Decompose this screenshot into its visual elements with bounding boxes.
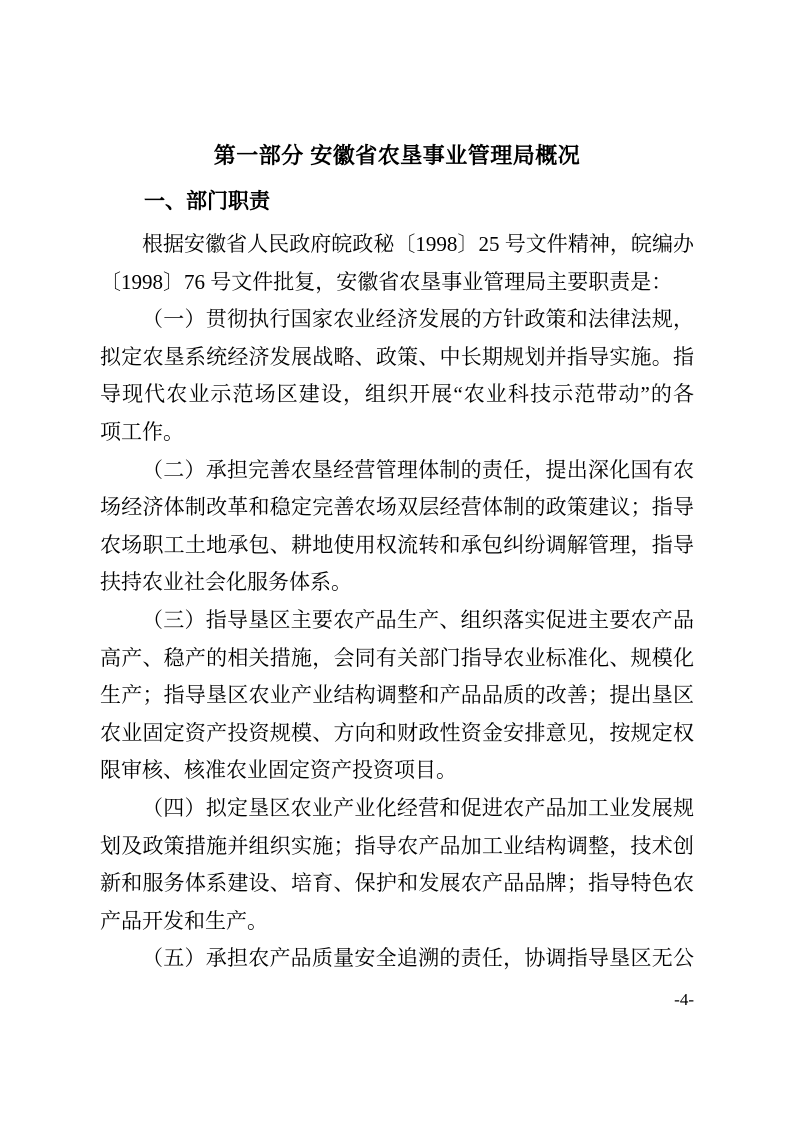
page-title: 第一部分 安徽省农垦事业管理局概况 (213, 143, 581, 168)
paragraph-line: 〔1998〕76 号文件批复，安徽省农垦事业管理局主要职责是： (100, 269, 673, 294)
paragraph-line: 根据安徽省人民政府皖政秘〔1998〕25 号文件精神，皖编办 (142, 232, 694, 256)
paragraph (100, 226, 694, 301)
paragraph (100, 301, 694, 451)
paragraph-line: 项工作。 (100, 419, 184, 444)
paragraph-line: 农场职工土地承包、耕地使用权流转和承包纠纷调解管理，指导 (100, 532, 694, 557)
page-number: -4- (674, 990, 694, 1009)
paragraph-line: （三）指导垦区主要农产品生产、组织落实促进主要农产品 (142, 607, 694, 632)
paragraph (100, 602, 694, 790)
paragraph-line: 拟定农垦系统经济发展战略、政策、中长期规划并指导实施。指 (100, 344, 694, 369)
paragraph-line: 导现代农业示范场区建设，组织开展“农业科技示范带动”的各 (100, 382, 694, 407)
paragraph-line: （五）承担农产品质量安全追溯的责任，协调指导垦区无公 (142, 946, 694, 971)
paragraph-line: 产品开发和生产。 (100, 908, 268, 933)
paragraph-line: （一）贯彻执行国家农业经济发展的方针政策和法律法规， (142, 307, 694, 332)
paragraph-line: 扶持农业社会化服务体系。 (100, 570, 352, 595)
document-body (100, 226, 694, 978)
paragraph-line: 新和服务体系建设、培育、保护和发展农产品品牌；指导特色农 (100, 871, 694, 896)
paragraph-line: 高产、稳产的相关措施，会同有关部门指导农业标准化、规模化 (100, 645, 694, 670)
paragraph-line: 划及政策措施并组织实施；指导农产品加工业结构调整，技术创 (100, 833, 694, 858)
paragraph-line: （四）拟定垦区农业产业化经营和促进农产品加工业发展规 (142, 795, 694, 820)
paragraph-line: 限审核、核准农业固定资产投资项目。 (100, 758, 457, 783)
section-heading: 一、部门职责 (144, 190, 270, 213)
paragraph-line: 生产；指导垦区农业产业结构调整和产品品质的改善；提出垦区 (100, 683, 694, 708)
paragraph-line: （二）承担完善农垦经营管理体制的责任，提出深化国有农 (142, 457, 694, 482)
paragraph (100, 452, 694, 602)
paragraph (100, 940, 694, 978)
paragraph-line: 农业固定资产投资规模、方向和财政性资金安排意见，按规定权 (100, 720, 694, 745)
paragraph (100, 790, 694, 940)
paragraph-line: 场经济体制改革和稳定完善农场双层经营体制的政策建议；指导 (100, 495, 694, 520)
